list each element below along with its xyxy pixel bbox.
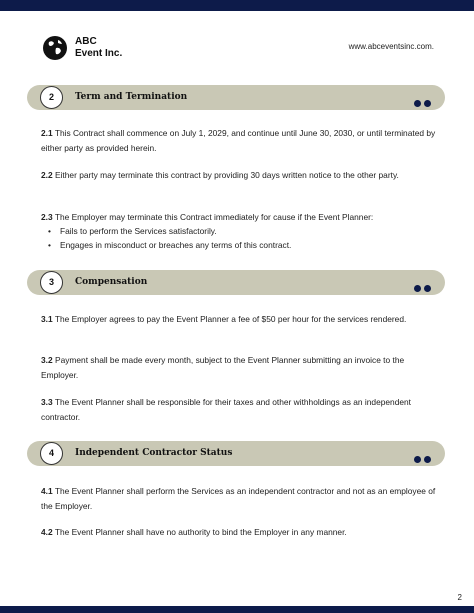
section-number: 2 [40,86,63,109]
list-item: • Fails to perform the Services satisfactorily. [48,224,291,238]
top-accent-bar [0,0,474,11]
company-name-line1: ABC [75,36,97,47]
clause-4-1: 4.1 The Event Planner shall perform the Services as an independent contractor and not as an employee of the Employer. [41,486,436,511]
section-title: Compensation [75,277,148,287]
clause-2-2: 2.2 Either party may terminate this contract by providing 30 days written notice to the other party. [41,170,399,180]
page-number: 2 [457,593,462,602]
globe-logo-icon [42,35,68,61]
clause-3-3: 3.3 The Event Planner shall be responsible for their taxes and other withholdings as an independent contractor. [41,397,411,422]
section-header-term-termination [27,85,445,110]
section-number: 4 [40,442,63,465]
company-website[interactable]: www.abceventsinc.com. [348,42,434,51]
clause-2-1: 2.1 This Contract shall commence on July 1, 2029, and continue until June 30, 2030, or until terminated by either party as provided herein. [41,128,436,153]
decorative-dots [411,94,431,101]
clause-4-2: 4.2 The Event Planner shall have no authority to bind the Employer in any manner. [41,527,347,537]
section-title: Independent Contractor Status [75,448,233,458]
clause-2-3: 2.3 The Employer may terminate this Contract immediately for cause if the Event Planner: [41,212,374,222]
bottom-accent-bar [0,606,474,613]
clause-3-1: 3.1 The Employer agrees to pay the Event Planner a fee of $50 per hour for the services rendered. [41,314,407,324]
decorative-dots [411,279,431,286]
decorative-dots [411,450,431,457]
section-title: Term and Termination [75,92,188,102]
company-name-line2: Event Inc. [75,48,123,59]
list-item: • Engages in misconduct or breaches any terms of this contract. [48,238,291,252]
company-name [75,36,122,60]
section-header-compensation [27,270,445,295]
clause-2-3-bullets [48,224,291,252]
section-header-contractor-status [27,441,445,466]
clause-3-2: 3.2 Payment shall be made every month, subject to the Event Planner submitting an invoice to the Employer. [41,355,405,380]
section-number: 3 [40,271,63,294]
